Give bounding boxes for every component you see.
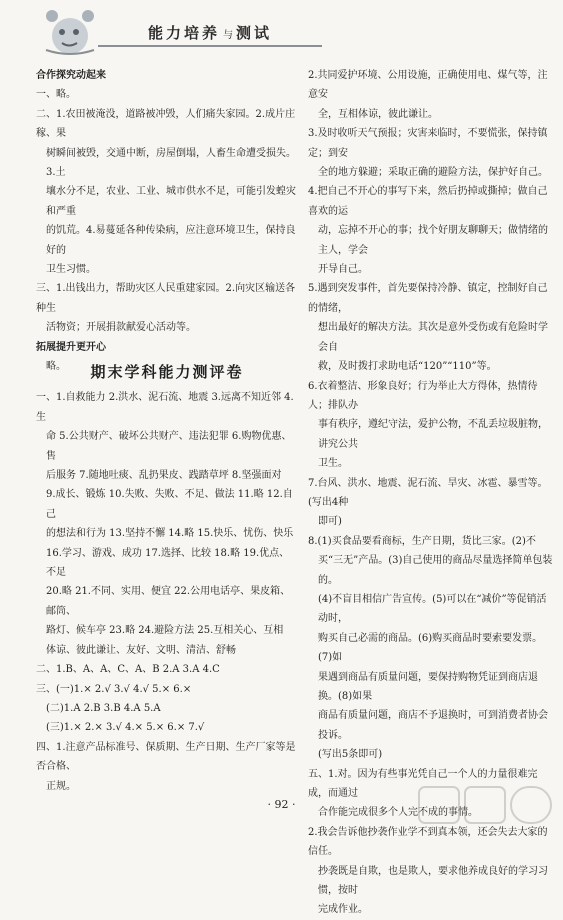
text-line: 购买自己必需的商品。(6)购买商品时要索要发票。(7)如 (318, 632, 543, 664)
text-line: 抄袭既是自欺，也是欺人，要求他养成良好的学习习惯，按时 (318, 865, 548, 897)
text-line: 4.把自己不开心的事写下来，然后扔掉或撕掉；做自己喜欢的运 (308, 186, 548, 217)
text-line: 合作探究动起来 (36, 70, 106, 81)
text-line: (写出5条即可) (318, 749, 383, 761)
text-line: 五、1.对。因为有些事光凭自己一个人的力量很难完成，而通过 (308, 768, 538, 800)
text-line: 三、1.出钱出力，帮助灾区人民重建家园。2.向灾区输送各种生 (36, 283, 296, 314)
text-line: 5.遇到突发事件，首先要保持冷静、镇定，控制好自己的情绪， (308, 283, 548, 314)
text-line: 三、(一)1.× 2.√ 3.√ 4.√ 5.× 6.× (36, 683, 192, 695)
text-line: 3.及时收听天气预报；灾害来临时，不要慌张，保持镇定；到安 (308, 128, 548, 159)
left-column-upper (36, 66, 298, 377)
text-line: 6.衣着整洁、形象良好；行为举止大方得体，热情待人；排队办 (308, 380, 538, 411)
text-line: 16.学习、游戏、成功 17.选择、比较 18.略 19.优点、不足 (46, 547, 290, 579)
text-line: 20.略 21.不同、实用、便宜 22.公用电话亭、果皮箱、邮筒、 (46, 586, 291, 617)
text-line: 一、1.自救能力 2.洪水、泥石流、地震 3.远离不知近邻 4.生 (36, 392, 294, 423)
text-line: 二、1.B、A、A、C、A、B 2.A 3.A 4.C (36, 664, 220, 676)
text-line: 合作能完成很多个人完不成的事情。 (318, 807, 478, 819)
text-line: 买“三无”产品。(3)自己使用的商品尽量选择简单包装的。 (318, 555, 553, 586)
text-line: 全，互相体谅，彼此谦让。 (318, 108, 438, 120)
watermark-logo (417, 783, 557, 829)
page-header (0, 0, 563, 62)
text-line: (4)不盲目相信广告宣传。(5)可以在“减价”等促销活动时， (318, 593, 547, 625)
text-line: 动，忘掉不开心的事；找个好朋友聊聊天；做情绪的主人，学会 (318, 225, 548, 256)
text-line: 路灯、候车亭 23.略 24.避险方法 25.互相关心、互相 (46, 625, 284, 637)
text-line: 的饥荒。4.易蔓延各种传染病，应注意环境卫生，保持良好的 (46, 225, 296, 256)
mascot-illustration (40, 6, 100, 58)
text-line: 2.我会告诉他抄袭作业学不到真本领，还会失去大家的信任。 (308, 826, 548, 858)
text-line: 9.成长、锻炼 10.失败、失败、不足、做法 11.略 12.自己 (46, 489, 293, 520)
text-line: 开导自己。 (318, 264, 368, 276)
text-line: 想出最好的解决方法。其次是意外受伤或有危险时学会自 (318, 322, 548, 353)
text-line: 的想法和行为 13.坚持不懈 14.略 15.快乐、忧伤、快乐 (46, 528, 294, 540)
text-line: 一、略。 (36, 89, 76, 101)
text-line: 拓展提升更开心 (36, 341, 106, 353)
text-line: (三)1.× 2.× 3.√ 4.× 5.× 6.× 7.√ (46, 722, 205, 734)
text-line: 2.共同爱护环境、公用设施，正确使用电、煤气等，注意安 (308, 70, 548, 101)
text-line: 略。 (46, 361, 66, 373)
text-line: 壤水分不足，农业、工业、城市供水不足，可能引发蝗灾和严重 (46, 186, 296, 217)
text-line: (二)1.A 2.B 3.B 4.A 5.A (46, 702, 161, 714)
text-line: 树瞬间被毁，交通中断，房屋倒塌，人畜生命遭受损失。3.土 (46, 147, 296, 179)
header-title: 能力培养 与 测试 (148, 24, 273, 42)
text-line: 果遇到商品有质量问题，要保持购物凭证到商店退换。(8)如果 (318, 671, 538, 702)
text-line: 正规。 (46, 780, 76, 792)
text-line: 商品有质量问题，商店不予退换时，可到消费者协会投诉。 (318, 710, 548, 741)
text-line: 卫生。 (318, 458, 348, 470)
page-number: · 92 · (267, 798, 296, 811)
text-line: 即可) (318, 516, 342, 528)
text-line: 体谅、彼此谦让、友好、文明、清洁、舒畅 (46, 644, 236, 656)
text-line: 救，及时拨打求助电话“120”“110”等。 (318, 361, 497, 373)
left-column-lower (36, 355, 298, 796)
text-line: 命 5.公共财产、破坏公共财产、违法犯罪 6.购物优惠、售 (46, 431, 292, 462)
text-line: 四、1.注意产品标准号、保质期、生产日期、生产厂家等是否合格、 (36, 741, 296, 773)
text-line: 完成作业。 (318, 904, 368, 916)
text-line: 8.(1)买食品要看商标，生产日期，货比三家。(2)不 (308, 535, 536, 547)
text-line: 卫生习惯。 (46, 264, 96, 276)
text-line: 后服务 7.随地吐痰、乱扔果皮、践踏草坪 8.坚强面对 (46, 470, 282, 482)
text-line: 活物资；开展捐款献爱心活动等。 (46, 322, 196, 334)
section-title: 期末学科能力测评卷 (90, 363, 244, 381)
header-divider (98, 45, 322, 47)
text-line: 全的地方躲避；采取正确的避险方法，保护好自己。 (318, 167, 548, 179)
text-line: 事有秩序，遵纪守法，爱护公物，不乱丢垃圾脏物，讲究公共 (318, 419, 548, 450)
text-line: 7.台风、洪水、地震、泥石流、旱灾、冰雹、暴雪等。(写出4种 (308, 477, 548, 508)
text-line: 二、1.农田被淹没，道路被冲毁，人们痛失家园。2.成片庄稼、果 (36, 108, 296, 140)
